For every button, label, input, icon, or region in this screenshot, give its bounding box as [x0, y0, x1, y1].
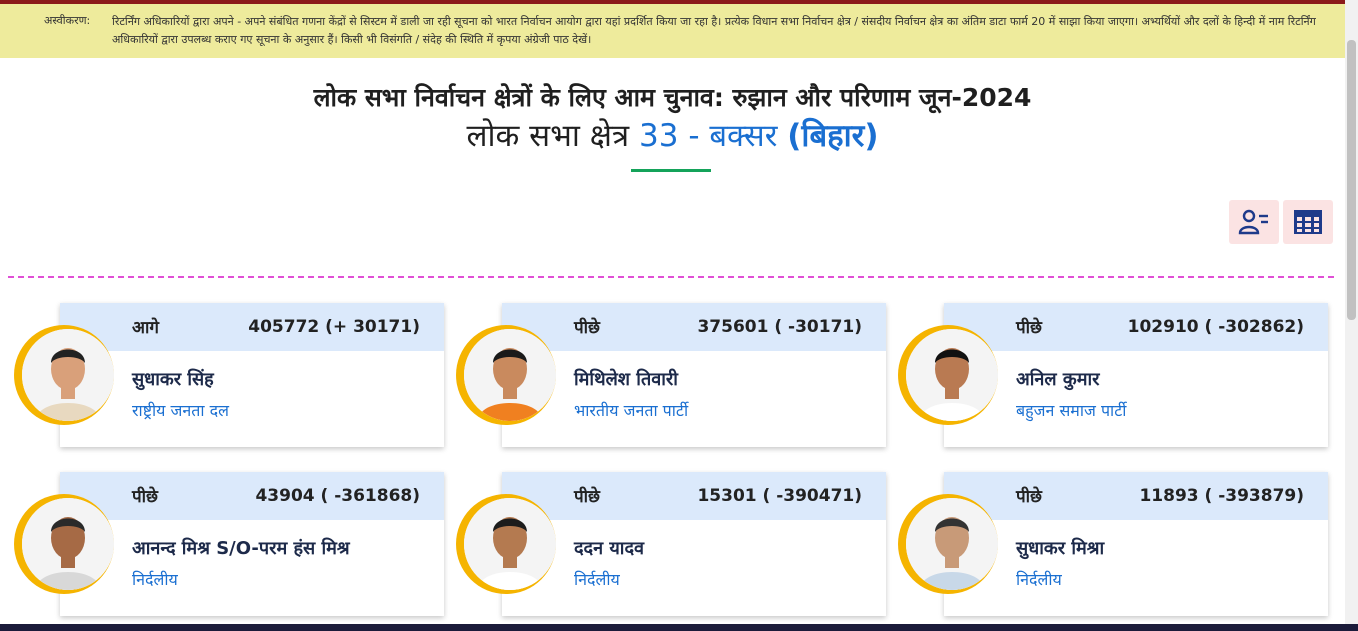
- state-name: (बिहार): [787, 118, 879, 154]
- scrollbar-thumb[interactable]: [1347, 40, 1356, 320]
- candidate-card[interactable]: [456, 472, 862, 616]
- disclaimer-text: रिटर्निंग अधिकारियों द्वारा अपने - अपने संबंधित गणना केंद्रों से सिस्टम में डाली जा रही सूचना को भारत निर्वाचन आयोग द्वारा यहां प्रदर्शित किया जा रहा है। प्रत्येक विधान सभा निर्वाचन क्षेत्र / संसदीय निर्वाचन क्षेत्र का अंतिम डाटा फार्म 20 में साझा किया जाएगा। अभ्यर्थियों और दलों के हिन्दी में नाम रिटर्निंग अधिकारियों द्वारा उपलब्ध कराए गए सूचना के अनुसार हैं। किसी भी विसंगति / संदेह की स्थिति में कृपया अंग्रेजी पाठ देखें।: [112, 15, 1316, 46]
- candidate-card[interactable]: [456, 303, 862, 447]
- constituency-name: 33 - बक्सर: [639, 118, 778, 154]
- candidate-votes: 11893 ( -393879): [1139, 486, 1304, 506]
- candidate-votes: 405772 (+ 30171): [248, 317, 420, 337]
- candidate-photo: [22, 498, 114, 590]
- disclaimer-label: अस्वीकरण:: [44, 14, 91, 27]
- title-underline: [631, 169, 711, 172]
- candidate-party: निर्दलीय: [574, 570, 620, 589]
- candidate-name: सुधाकर मिश्रा: [1016, 538, 1105, 559]
- candidate-votes: 43904 ( -361868): [255, 486, 420, 506]
- candidate-votes: 15301 ( -390471): [697, 486, 862, 506]
- disclaimer-banner: [0, 4, 1345, 58]
- candidate-party: निर्दलीय: [1016, 570, 1062, 589]
- user-list-icon: [1237, 208, 1271, 236]
- constituency-heading: [0, 114, 1345, 156]
- candidate-card[interactable]: [14, 303, 420, 447]
- candidate-card[interactable]: [898, 472, 1304, 616]
- table-view-button[interactable]: [1283, 200, 1333, 244]
- candidate-name: मिथिलेश तिवारी: [574, 369, 678, 390]
- section-divider: [8, 276, 1334, 278]
- candidate-photo: [464, 498, 556, 590]
- candidate-party: निर्दलीय: [132, 570, 178, 589]
- candidate-votes: 375601 ( -30171): [697, 317, 862, 337]
- candidate-status: पीछे: [132, 487, 158, 507]
- candidate-name: अनिल कुमार: [1016, 369, 1100, 390]
- candidate-status: पीछे: [574, 487, 600, 507]
- subtitle-prefix: लोक सभा क्षेत्र: [466, 118, 630, 154]
- candidate-portrait: [464, 329, 556, 421]
- candidate-party: बहुजन समाज पार्टी: [1016, 401, 1127, 420]
- candidate-portrait: [464, 498, 556, 590]
- candidate-status: पीछे: [1016, 318, 1042, 338]
- table-grid-icon: [1292, 208, 1324, 236]
- candidate-photo: [464, 329, 556, 421]
- candidate-photo: [906, 498, 998, 590]
- candidate-votes: 102910 ( -302862): [1127, 317, 1304, 337]
- candidate-card[interactable]: [898, 303, 1304, 447]
- candidate-party: भारतीय जनता पार्टी: [574, 401, 689, 420]
- candidate-party: राष्ट्रीय जनता दल: [132, 401, 229, 420]
- candidate-status: आगे: [132, 318, 159, 338]
- candidate-status: पीछे: [574, 318, 600, 338]
- candidate-photo: [906, 329, 998, 421]
- candidate-portrait: [22, 329, 114, 421]
- candidate-portrait: [906, 498, 998, 590]
- page-title: लोक सभा निर्वाचन क्षेत्रों के लिए आम चुनाव: रुझान और परिणाम जून-2024: [313, 83, 1032, 112]
- candidate-portrait: [906, 329, 998, 421]
- candidate-name: सुधाकर सिंह: [132, 369, 214, 390]
- candidate-card[interactable]: [14, 472, 420, 616]
- candidate-photo: [22, 329, 114, 421]
- candidate-portrait: [22, 498, 114, 590]
- candidate-view-button[interactable]: [1229, 200, 1279, 244]
- candidate-name: आनन्द मिश्र S/O-परम हंस मिश्र: [132, 538, 350, 559]
- bottom-bar: [0, 624, 1358, 631]
- candidate-name: ददन यादव: [574, 538, 645, 559]
- candidate-status: पीछे: [1016, 487, 1042, 507]
